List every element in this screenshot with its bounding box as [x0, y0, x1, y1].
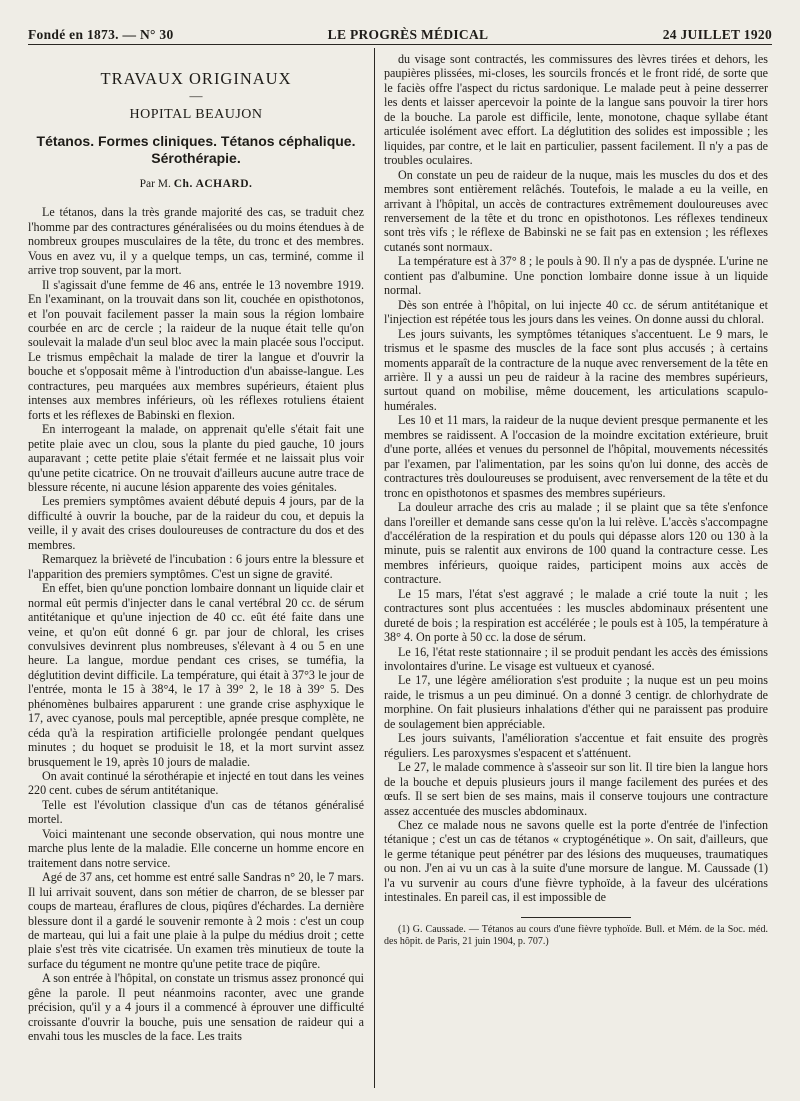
paragraph: Voici maintenant une seconde observation, qui nous montre une marche plus lente de la maladie. Elle concerne un homme encore en traitement dans notre service. [28, 826, 364, 870]
paragraph: Telle est l'évolution classique d'un cas de tétanos généralisé mortel. [28, 797, 364, 827]
paragraph: Les jours suivants, l'amélioration s'accentue et fait ensuite des progrès réguliers. Les paroxysmes s'espacent et s'atténuent. [384, 731, 768, 760]
founded-issue: Fondé en 1873. — N° 30 [28, 27, 174, 42]
paragraph: Le 16, l'état reste stationnaire ; il se produit pendant les accès des émissions involontaires d'urine. Le visage est vultueux et cyanosé. [384, 644, 768, 674]
article-author [28, 177, 364, 191]
footnote-rule [521, 917, 631, 918]
paragraph: La température est à 37° 8 ; le pouls à 90. Il n'y a pas de dyspnée. L'urine ne contient pas d'albumine. Une ponction lombaire donne issue à un liquide normal. [384, 254, 768, 298]
header-rule [28, 44, 772, 45]
author-name: Ch. ACHARD. [173, 177, 253, 190]
heading-separator: — [189, 88, 203, 104]
left-column [28, 52, 364, 1092]
paragraph: Le 15 mars, l'état s'est aggravé ; le malade a crié toute la nuit ; les contractures sont plus accentuées : les muscles abdominaux présentent une dureté de bois ; la respiration est accélérée ; le pouls est à 105, la température à 38° 4. On porte à 50 cc. la dose de sérum. [384, 586, 768, 645]
left-body [28, 205, 364, 1043]
issue-date: 24 JUILLET 1920 [662, 27, 772, 42]
paragraph: Les 10 et 11 mars, la raideur de la nuque devient presque permanente et les membres se raidissent. A l'occasion de la moindre excitation extérieure, bruit d'une porte, allées et venues du personnel de l'hôpital, mouvements nécessités par l'examen, par l'alimentation, par les soins qu'on lui donne, des accès de contractures très douloureuses se produisent, avec renversement de la tête et du tronc en opisthotonos et spasmes des membres supérieurs. [384, 413, 768, 500]
paragraph: Le tétanos, dans la très grande majorité des cas, se traduit chez l'homme par des contractures généralisées ou du moins étendues à de nombreux groupes musculaires de la tête, du tronc et des membres. Vous en avez vu, il y a quelque temps, un cas, terminé, comme il arrive trop souvent, par la mort. [28, 205, 364, 278]
paragraph: Il s'agissait d'une femme de 46 ans, entrée le 13 novembre 1919. En l'examinant, on la trouvait dans son lit, couchée en opisthotonos, et l'on pouvait facilement passer la main sous la région lombaire courbée en arc de cercle ; la raideur de la nuque était telle qu'on soulevait la malade d'un seul bloc avec la main placée sous l'occiput. Le trismus empêchait la malade de tirer la langue et d'ouvrir la bouche et s'opposait même à l'introduction d'un abaisse-langue. Les contractures, peu marquées aux membres supérieurs, étaient plus intenses aux membres inférieurs, où les réflexes rotuliens étaient forts et les réflexes de Babinski en flexion. [28, 277, 364, 422]
right-column [384, 52, 768, 1092]
paragraph: Les jours suivants, les symptômes tétaniques s'accentuent. Le 9 mars, le trismus et le spasme des muscles de la face sont plus accusés ; à certains moments apparaît de la contracture de la nuque avec renversement de la tête en arrière. Il y a aussi un peu de raideur à la racine des membres supérieurs, surtout quand on mobilise, même doucement, les articulations scapulo-humérales. [384, 326, 768, 413]
article-title: Tétanos. Formes cliniques. Tétanos céphalique. Sérothérapie. [36, 132, 356, 166]
paragraph: Chez ce malade nous ne savons quelle est la porte d'entrée de l'infection tétanique ; c'est un cas de tétanos « cryptogénétique ». On sait, d'ailleurs, que le germe tétanique peut pénétrer par des lésions des muqueuses, traumatiques ou non. J'en ai vu un cas à la suite d'une morsure de langue. M. Caussade (1) l'a vu survenir au cours d'une fièvre typhoïde, à la faveur des ulcérations intestinales. En pareil cas, il est impossible de [384, 818, 768, 905]
paragraph: Dès son entrée à l'hôpital, on lui injecte 40 cc. de sérum antitétanique et l'injection est répétée tous les jours dans les veines. On donne aussi du chloral. [384, 297, 768, 327]
column-divider [374, 48, 375, 1088]
paragraph: En interrogeant la malade, on apprenait qu'elle s'était fait une petite plaie avec un clou, sous la plante du pied gauche, 10 jours auparavant ; cette petite plaie s'était fermée et ne laissait plus voir qu'une petite cicatrice. On ne trouvait d'ailleurs aucune autre trace de blessure récente, ni aucune lésion apparente des voies génitales. [28, 422, 364, 494]
paragraph: On avait continué la sérothérapie et injecté en tout dans les veines 220 cent. cubes de sérum antitétanique. [28, 769, 364, 798]
paragraph: Le 27, le malade commence à s'asseoir sur son lit. Il tire bien la langue hors de la bouche et depuis plusieurs jours il mange facilement des purées et des œufs. Il se sert bien de ses mains, mais il conserve toujours une contracture assez accentuée des muscles abdominaux. [384, 760, 768, 818]
right-body [384, 52, 768, 905]
paragraph: Le 17, une légère amélioration s'est produite ; la nuque est un peu moins raide, le trismus a un peu diminué. On a donné 3 centigr. de chlorhydrate de morphine. On fait plusieurs inhalations d'éther qui ne paraissent pas produire de soulagement bien appréciable. [384, 673, 768, 731]
section-heading: TRAVAUX ORIGINAUX [100, 69, 292, 88]
paragraph: On constate un peu de raideur de la nuque, mais les muscles du dos et des membres sont entièrement relâchés. Toutefois, le malade a eu la veille, en arrivant à l'hôpital, un accès de contractures extrêmement douloureuses avec renversement de la tête et du tronc en opisthotonos. Les réflexes tendineux sont très vifs ; le réflexe de Babinski ne se fait pas en extension ; les réflexes cutanés sont normaux. [384, 167, 768, 254]
paragraph: Les premiers symptômes avaient débuté depuis 4 jours, par de la difficulté à ouvrir la bouche, par de la raideur du cou, et depuis la veille, il y avait des crises douloureuses de contracture du dos et des membres. [28, 494, 364, 552]
paragraph: En effet, bien qu'une ponction lombaire donnant un liquide clair et normal eût permis d'injecter dans le canal vertébral 20 cc. de sérum antitétanique et qu'une injection de 40 cc. eût été faite dans une veine, et qu'on eût donné 6 gr. par jour de chloral, les crises convulsives devinrent plus nombreuses, s'élevant à 4 ou 5 en une heure. La langue, mordue pendant ces crises, se tuméfia, la déglutition devint difficile. La température, qui était à 37°3 le jour de l'entrée, monta le 15 à 38°4, le 17 à 39° 2, le 18 à 39° 5. Des phénomènes bulbaires apparurent : une grande crise asphyxique le 17, avec cyanose, pouls mal perceptible, apnée presque complète, ne céda qu'à la respiration artificielle prolongée pendant quelques minutes ; du hoquet se produisit le 18, et la mort survint assez brusquement le 19, après 10 jours de maladie. [28, 581, 364, 769]
hospital-name: HOPITAL BEAUJON [129, 107, 263, 123]
journal-name: LE PROGRÈS MÉDICAL [327, 27, 489, 42]
author-prefix: Par M. [139, 177, 171, 190]
page-header [28, 24, 772, 46]
paragraph: La douleur arrache des cris au malade ; il se plaint que sa tête s'enfonce dans l'oreiller et demande sans cesse qu'on la lui relève. L'accès s'accompagne d'accélération de la respiration et du pouls qui dépasse alors 120 ou 130 à la minute, puis se ralentit aux environs de 100 quand la contracture cesse. Les membres inférieurs, quoique raides, participent moins aux accès de contracture. [384, 500, 768, 587]
footnote: (1) G. Caussade. — Tétanos au cours d'une fièvre typhoïde. Bull. et Mém. de la Soc. méd. des hôpit. de Paris, 21 juin 1904, p. 707.) [384, 923, 768, 948]
paragraph: du visage sont contractés, les commissures des lèvres tirées et dehors, les paupières plissées, mi-closes, les sourcils froncés et le front ridé, de sorte que le faciès offre l'aspect du rictus sardonique. Le malade peut à peine desserrer les dents et laisser apercevoir la pointe de la langue sans pouvoir la tirer hors de la bouche. La parole est difficile, lente, monotone, chaque syllabe étant articulée isolément avec effort. La déglutition des solides est impossible ; les liquides, par contre, et le lait en particulier, passent facilement. Il n'y a pas de troubles oculaires. [384, 52, 768, 168]
paragraph: A son entrée à l'hôpital, on constate un trismus assez prononcé qui gêne la parole. Il peut néanmoins raconter, avec une grande précision, qu'il y a 4 jours il a commencé à éprouver une difficulté croissante d'ouvrir la bouche, puis une sensation de raideur qui a envahi tous les muscles de la face. Les traits [28, 971, 364, 1044]
paragraph: Remarquez la brièveté de l'incubation : 6 jours entre la blessure et l'apparition des premiers symptômes. C'est un signe de gravité. [28, 552, 364, 581]
paragraph: Agé de 37 ans, cet homme est entré salle Sandras n° 20, le 7 mars. Il lui arrivait souvent, dans son métier de charron, de se blesser par coups de marteau, éraflures de clous, piqûres d'échardes. La dernière blessure dont il a gardé le souvenir remonte à 2 mois : c'est un coup de marteau, qui lui a fait une plaie à la pulpe du médius droit ; cette plaie s'est très vite cicatrisée. Un examen très minutieux de toute la surface du tégument ne montre qu'une petite trace de piqûre. [28, 870, 364, 971]
